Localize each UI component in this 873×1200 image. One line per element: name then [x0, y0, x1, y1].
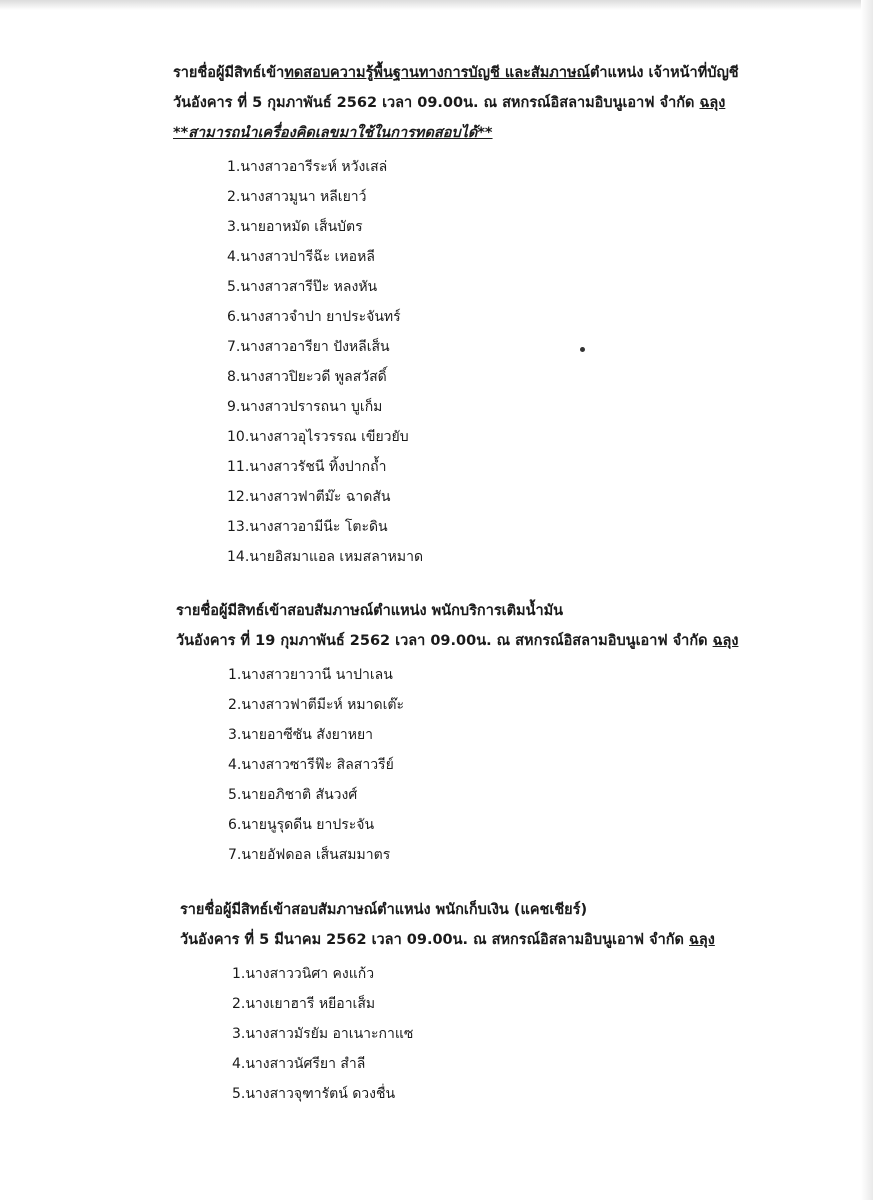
- scan-speck: [580, 347, 585, 352]
- scan-edge-right: [861, 0, 873, 1200]
- list-item: 3.นายอาหมัด เส็นบัตร: [227, 219, 363, 235]
- section-heading-position: รายชื่อผู้มีสิทธ์เข้าสอบสัมภาษณ์ตำแหน่ง พนักเก็บเงิน (แคชเชียร์): [180, 902, 588, 918]
- location-underlined: ฉลุง: [699, 95, 726, 111]
- section-heading-position: รายชื่อผู้มีสิทธ์เข้าทดสอบความรู้พื้นฐานทางการบัญชี และสัมภาษณ์ตำแหน่ง เจ้าหน้าที่บัญชี: [173, 65, 739, 81]
- candidate-list: [227, 152, 739, 572]
- list-item: 10.นางสาวอุไรวรรณ เขียวยับ: [227, 429, 409, 445]
- list-item: 1.นางสาวอารีระห์ หวังเสล่: [227, 159, 388, 175]
- list-item: 2.นางสาวฟาตีมีะห์ หมาดเต๊ะ: [228, 697, 404, 713]
- section-heading-date: วันอังคาร ที่ 5 กุมภาพันธ์ 2562 เวลา 09.00น. ณ สหกรณ์อิสลามอิบนูเอาฟ จำกัด ฉลุง: [173, 95, 726, 111]
- list-item: 3.นางสาวมัรยัม อาเนาะกาแซ: [232, 1026, 414, 1042]
- list-item: 6.นายนูรุดดีน ยาประจัน: [228, 817, 375, 833]
- section-cashier: [180, 895, 715, 1109]
- scan-edge-top: [0, 0, 873, 10]
- list-item: 4.นางสาวปารีฉ๊ะ เหอหลี: [227, 249, 375, 265]
- list-item: 5.นายอภิชาติ สันวงศ์: [228, 787, 358, 803]
- location-underlined: ฉลุง: [712, 633, 739, 649]
- section-fuel-attendant: [176, 596, 738, 870]
- list-item: 4.นางสาวนัศรียา สำลี: [232, 1056, 366, 1072]
- location-underlined: ฉลุง: [689, 932, 715, 948]
- list-item: 11.นางสาวรัชนี ทิ้งปากถ้ำ: [227, 459, 387, 475]
- list-item: 1.นางสาววนิศา คงแก้ว: [232, 966, 375, 982]
- list-item: 2.นางเยาฮารี หยีอาเส็ม: [232, 996, 376, 1012]
- list-item: 3.นายอาซีซัน สังยาหยา: [228, 727, 374, 743]
- list-item: 1.นางสาวยาวานี นาปาเลน: [228, 667, 393, 683]
- list-item: 12.นางสาวฟาตีม๊ะ ฉาดสัน: [227, 489, 391, 505]
- list-item: 14.นายอิสมาแอล เหมสลาหมาด: [227, 549, 424, 565]
- section-heading-position: รายชื่อผู้มีสิทธ์เข้าสอบสัมภาษณ์ตำแหน่ง พนักบริการเติมน้ำมัน: [176, 603, 564, 619]
- section-heading-date: วันอังคาร ที่ 19 กุมภาพันธ์ 2562 เวลา 09.00น. ณ สหกรณ์อิสลามอิบนูเอาฟ จำกัด ฉลุง: [176, 633, 739, 649]
- list-item: 4.นางสาวซารีฟ๊ะ สิลสาวรีย์: [228, 757, 394, 773]
- list-item: 9.นางสาวปรารถนา บูเก็ม: [227, 399, 383, 415]
- list-item: 13.นางสาวอามีนีะ โตะดิน: [227, 519, 388, 535]
- list-item: 2.นางสาวมูนา หลีเยาว์: [227, 189, 367, 205]
- heading-underlined-test: ทดสอบความรู้พื้นฐานทางการบัญชี และสัมภาษณ์: [284, 65, 590, 81]
- list-item: 8.นางสาวปิยะวดี พูลสวัสดิ์: [227, 369, 387, 385]
- section-accountant: [173, 58, 739, 572]
- list-item: 7.นายอัฟดอล เส็นสมมาตร: [228, 847, 391, 863]
- list-item: 7.นางสาวอารียา ปังหลีเส็น: [227, 339, 390, 355]
- candidate-list: [228, 660, 738, 870]
- calculator-note: **สามารถนำเครื่องคิดเลขมาใช้ในการทดสอบได้**: [173, 125, 493, 141]
- list-item: 5.นางสาวสารีป๊ะ หลงหัน: [227, 279, 378, 295]
- section-heading-date: วันอังคาร ที่ 5 มีนาคม 2562 เวลา 09.00น. ณ สหกรณ์อิสลามอิบนูเอาฟ จำกัด ฉลุง: [180, 932, 715, 948]
- candidate-list: [232, 959, 715, 1109]
- list-item: 6.นางสาวจำปา ยาประจันทร์: [227, 309, 401, 325]
- list-item: 5.นางสาวจุฑารัตน์ ดวงชื่น: [232, 1086, 396, 1102]
